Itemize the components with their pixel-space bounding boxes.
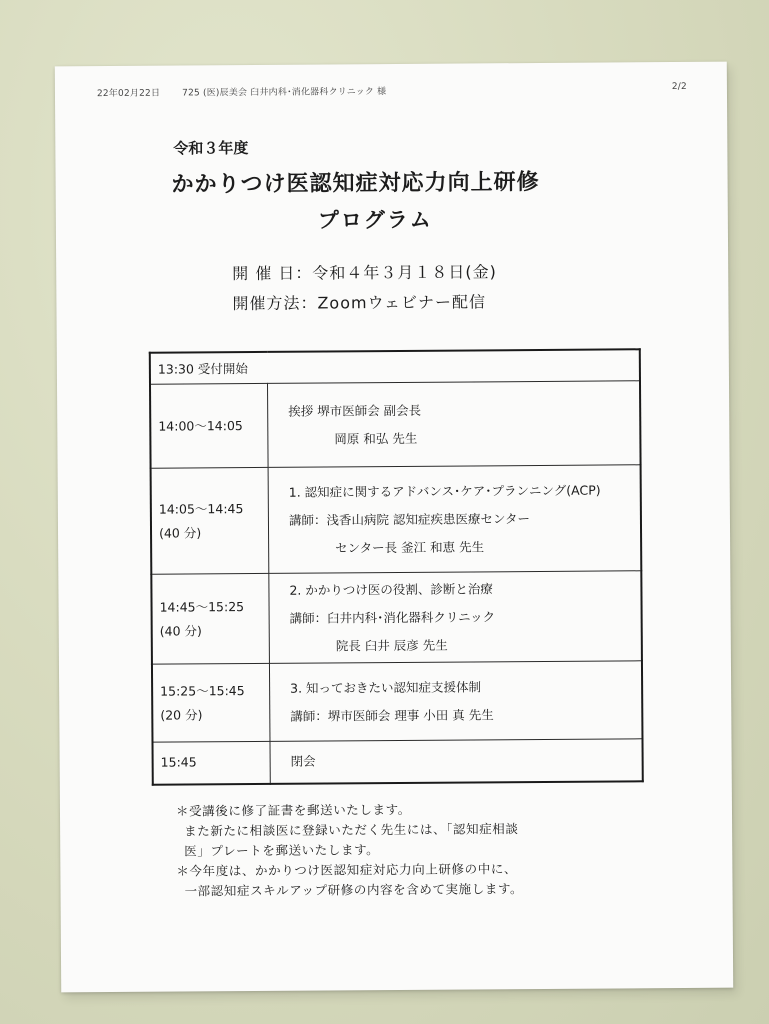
duration: (20 分)	[160, 706, 203, 723]
duration: (40 分)	[158, 524, 202, 541]
program-sheet	[55, 62, 733, 993]
content-cell	[267, 381, 640, 468]
schedule-row	[151, 571, 642, 664]
document-title: かかりつけ医認知症対応力向上研修	[171, 168, 540, 198]
content-line: 院長 臼井 辰彦 先生	[335, 637, 448, 653]
time-range: 15:45	[160, 754, 197, 770]
fax-date: 22年02月22日	[96, 88, 161, 100]
note-line: 医」プレートを郵送いたします。	[184, 842, 380, 859]
time-cell	[152, 741, 270, 784]
time-cell	[151, 573, 269, 664]
document-subtitle: プログラム	[317, 206, 433, 233]
schedule-row-reception	[150, 349, 640, 384]
content-cell	[268, 465, 641, 574]
content-line: 岡原 和弘 先生	[334, 430, 418, 446]
event-method: 開催方法：Zoomウェビナー配信	[232, 292, 486, 314]
schedule-row	[152, 661, 643, 742]
content-line: 挨拶 堺市医師会 副会長	[288, 402, 422, 419]
content-line: 閉会	[290, 753, 316, 769]
event-date: 開 催 日：令和４年３月１８日(金)	[232, 262, 497, 284]
fax-recipient: 725 (医)辰美会 臼井内科･消化器科クリニック 様	[182, 87, 387, 99]
note-line: ＊受講後に修了証書を郵送いたします。	[175, 801, 411, 819]
time-range: 14:45～15:25	[159, 598, 245, 615]
fiscal-year-label: 令和３年度	[173, 139, 249, 158]
content-line: 講師：浅香山病院 認知症疾患医療センター	[288, 510, 530, 528]
content-line: 講師：臼井内科･消化器科クリニック	[289, 608, 496, 626]
content-cell	[270, 739, 643, 784]
content-line: 2. かかりつけ医の役割、診断と治療	[289, 580, 493, 598]
note-line: また新たに相談医に登録いただく先生には、「認知症相談	[184, 821, 519, 839]
schedule-row	[150, 381, 641, 468]
content-line: 3. 知っておきたい認知症支援体制	[290, 678, 482, 696]
time-cell	[150, 383, 268, 468]
note-line: ＊今年度は、かかりつけ医認知症対応力向上研修の中に、	[176, 861, 518, 879]
schedule-row	[151, 465, 642, 574]
duration: (40 分)	[159, 622, 202, 639]
fax-page-number: 2/2	[671, 81, 687, 93]
note-line: 一部認知症スキルアップ研修の内容を含めて実施します。	[184, 881, 524, 899]
notes-section	[176, 798, 647, 901]
content-line: 1. 認知症に関するアドバンス･ケア･プランニング(ACP)	[288, 482, 601, 500]
fax-header	[97, 82, 687, 99]
content-cell	[269, 571, 642, 664]
schedule-table	[149, 348, 644, 785]
content-cell	[269, 661, 642, 742]
time-cell	[151, 467, 269, 574]
content-line: 講師：堺市医師会 理事 小田 真 先生	[290, 706, 494, 724]
time-range: 14:00～14:05	[158, 417, 243, 434]
time-cell	[152, 663, 270, 742]
content-line: センター長 釜江 和恵 先生	[335, 538, 485, 555]
time-range: 15:25～15:45	[160, 682, 245, 699]
reception-cell: 13:30 受付開始	[150, 349, 640, 384]
time-range: 14:05～14:45	[158, 500, 244, 517]
schedule-row	[152, 739, 642, 784]
